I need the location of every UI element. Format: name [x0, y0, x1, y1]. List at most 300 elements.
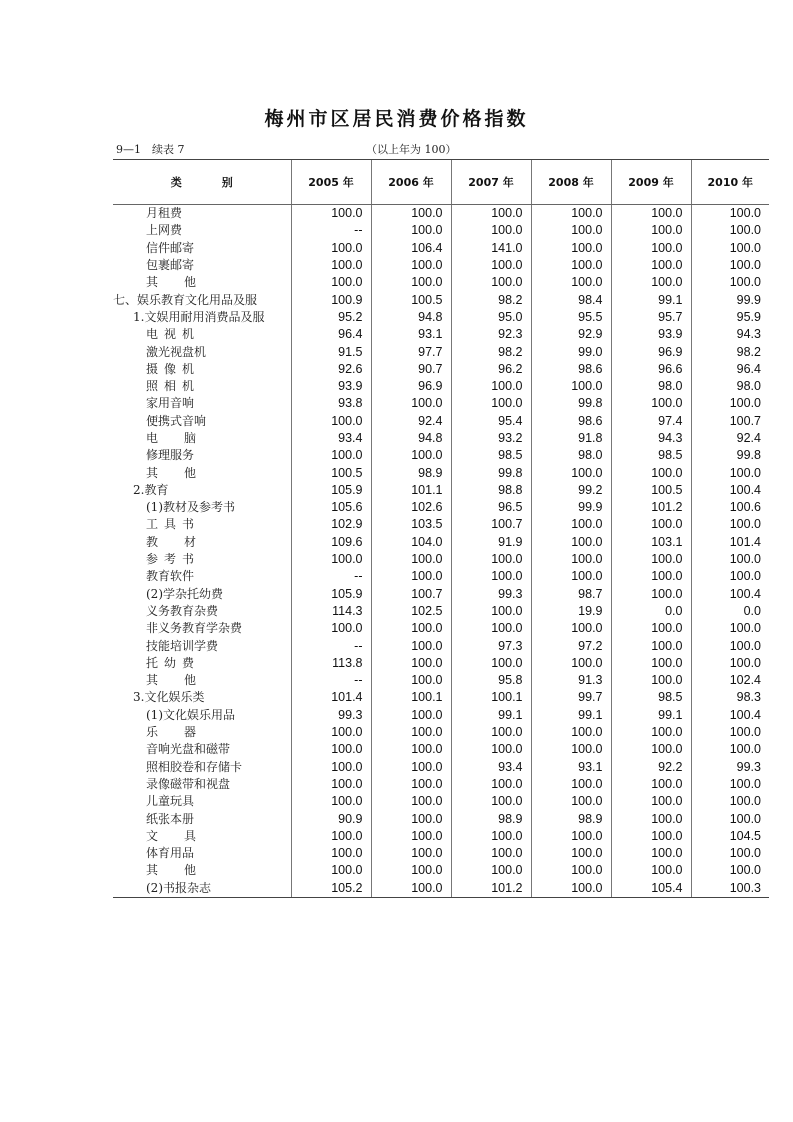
- cell-2007: 95.4: [451, 413, 531, 430]
- cell-2010: 100.0: [691, 862, 769, 879]
- cell-2007: 100.0: [451, 828, 531, 845]
- cell-2005: 114.3: [291, 603, 371, 620]
- row-category: [113, 637, 291, 654]
- cell-2006: 100.0: [371, 274, 451, 291]
- cell-2006: 100.0: [371, 880, 451, 898]
- cell-2009: 100.0: [611, 637, 691, 654]
- row-category: [113, 828, 291, 845]
- cell-2008: 100.0: [531, 793, 611, 810]
- header-category: [113, 160, 291, 205]
- cell-2007: 100.0: [451, 776, 531, 793]
- cell-2009: 100.0: [611, 862, 691, 879]
- cell-2010: 99.9: [691, 291, 769, 308]
- cell-2005: 109.6: [291, 534, 371, 551]
- cell-2005: 93.9: [291, 378, 371, 395]
- cell-2007: 95.8: [451, 672, 531, 689]
- row-category: [113, 291, 291, 308]
- table-row: [113, 378, 769, 395]
- cell-2009: 99.1: [611, 707, 691, 724]
- row-category: [113, 482, 291, 499]
- cell-2007: 100.0: [451, 655, 531, 672]
- cell-2006: 106.4: [371, 240, 451, 257]
- cell-2005: 100.0: [291, 620, 371, 637]
- cell-2008: 99.9: [531, 499, 611, 516]
- table-row: [113, 776, 769, 793]
- cell-2010: 100.4: [691, 586, 769, 603]
- cell-2006: 100.0: [371, 395, 451, 412]
- table-row: [113, 793, 769, 810]
- cell-2009: 100.0: [611, 464, 691, 481]
- row-category-label: 义务教育杂费: [146, 603, 219, 618]
- page-title: 梅州市区居民消费价格指数: [264, 108, 529, 130]
- table-row: [113, 291, 769, 308]
- table-row: [113, 464, 769, 481]
- row-category: [113, 309, 291, 326]
- table-row: [113, 413, 769, 430]
- cell-2005: --: [291, 568, 371, 585]
- row-category: [113, 672, 291, 689]
- cell-2008: 98.4: [531, 291, 611, 308]
- header-category-char-1: 类: [170, 176, 182, 189]
- cell-2008: 93.1: [531, 759, 611, 776]
- table-row: [113, 222, 769, 239]
- cell-2008: 100.0: [531, 741, 611, 758]
- cell-2005: 92.6: [291, 361, 371, 378]
- cell-2008: 100.0: [531, 655, 611, 672]
- cell-2008: 100.0: [531, 620, 611, 637]
- cell-2007: 141.0: [451, 240, 531, 257]
- cell-2010: 100.0: [691, 257, 769, 274]
- cell-2006: 90.7: [371, 361, 451, 378]
- cell-2007: 100.1: [451, 689, 531, 706]
- cell-2010: 101.4: [691, 534, 769, 551]
- cell-2006: 93.1: [371, 326, 451, 343]
- table-row: [113, 326, 769, 343]
- cell-2010: 100.0: [691, 205, 769, 223]
- cell-2007: 96.5: [451, 499, 531, 516]
- cell-2009: 100.0: [611, 776, 691, 793]
- cell-2010: 94.3: [691, 326, 769, 343]
- row-category-label: 1.文娱用耐用消费品及服: [133, 309, 265, 324]
- cell-2006: 100.1: [371, 689, 451, 706]
- cell-2009: 96.9: [611, 343, 691, 360]
- cell-2007: 100.0: [451, 793, 531, 810]
- cell-2005: 100.0: [291, 793, 371, 810]
- cell-2008: 100.0: [531, 828, 611, 845]
- table-row: [113, 447, 769, 464]
- row-category-label: 修理服务: [146, 448, 195, 463]
- cell-2008: 99.0: [531, 343, 611, 360]
- cell-2005: 99.3: [291, 707, 371, 724]
- row-category: [113, 343, 291, 360]
- cell-2008: 100.0: [531, 724, 611, 741]
- cell-2009: 100.0: [611, 586, 691, 603]
- cell-2007: 99.8: [451, 464, 531, 481]
- cell-2005: 105.6: [291, 499, 371, 516]
- cell-2005: --: [291, 222, 371, 239]
- cell-2010: 98.0: [691, 378, 769, 395]
- cell-2008: 100.0: [531, 568, 611, 585]
- row-category-label: (2)书报杂志: [146, 880, 211, 895]
- cell-2005: 113.8: [291, 655, 371, 672]
- cell-2008: 98.9: [531, 810, 611, 827]
- row-category-label: 乐器: [146, 725, 223, 740]
- cell-2009: 100.0: [611, 257, 691, 274]
- header-year-2006: 2006 年: [371, 160, 451, 205]
- cell-2005: 93.4: [291, 430, 371, 447]
- row-category-label: 录像磁带和视盘: [146, 776, 231, 791]
- cell-2009: 105.4: [611, 880, 691, 898]
- cell-2005: 96.4: [291, 326, 371, 343]
- table-row: [113, 257, 769, 274]
- row-category: [113, 568, 291, 585]
- cell-2007: 100.0: [451, 222, 531, 239]
- cell-2006: 100.0: [371, 724, 451, 741]
- cell-2010: 100.4: [691, 482, 769, 499]
- row-category: [113, 205, 291, 223]
- cell-2008: 99.1: [531, 707, 611, 724]
- cell-2007: 100.7: [451, 516, 531, 533]
- table-row: [113, 395, 769, 412]
- cell-2008: 100.0: [531, 516, 611, 533]
- cell-2009: 100.0: [611, 205, 691, 223]
- cell-2010: 92.4: [691, 430, 769, 447]
- cell-2009: 93.9: [611, 326, 691, 343]
- row-category-label: 音响光盘和磁带: [146, 742, 231, 757]
- row-category: [113, 326, 291, 343]
- row-category-label: 摄像机: [146, 361, 201, 376]
- cell-2005: 100.0: [291, 776, 371, 793]
- cell-2009: 100.0: [611, 672, 691, 689]
- table-row: [113, 551, 769, 568]
- cell-2006: 100.0: [371, 741, 451, 758]
- cell-2008: 91.8: [531, 430, 611, 447]
- row-category-label: 2.教育: [133, 482, 169, 497]
- cell-2007: 98.8: [451, 482, 531, 499]
- row-category-label: 月租费: [146, 206, 183, 221]
- row-category-label: 儿童玩具: [146, 794, 195, 809]
- cell-2010: 98.3: [691, 689, 769, 706]
- row-category-label: 便携式音响: [146, 413, 207, 428]
- table-row: [113, 309, 769, 326]
- cell-2007: 100.0: [451, 395, 531, 412]
- cell-2005: 100.0: [291, 741, 371, 758]
- cell-2009: 100.0: [611, 741, 691, 758]
- cell-2006: 102.6: [371, 499, 451, 516]
- cell-2005: 100.0: [291, 862, 371, 879]
- cell-2006: 100.0: [371, 222, 451, 239]
- row-category: [113, 620, 291, 637]
- cell-2007: 93.4: [451, 759, 531, 776]
- row-category-label: 文具: [146, 828, 223, 843]
- cell-2006: 100.0: [371, 793, 451, 810]
- cell-2007: 100.0: [451, 378, 531, 395]
- cell-2006: 100.0: [371, 551, 451, 568]
- cell-2008: 100.0: [531, 845, 611, 862]
- cell-2008: 19.9: [531, 603, 611, 620]
- row-category: [113, 776, 291, 793]
- header-year-2005: 2005 年: [291, 160, 371, 205]
- cell-2005: 105.9: [291, 586, 371, 603]
- cell-2010: 99.3: [691, 759, 769, 776]
- cell-2006: 97.7: [371, 343, 451, 360]
- cell-2009: 98.0: [611, 378, 691, 395]
- row-category: [113, 845, 291, 862]
- cell-2008: 100.0: [531, 257, 611, 274]
- table-row: [113, 828, 769, 845]
- cell-2008: 92.9: [531, 326, 611, 343]
- table-row: [113, 516, 769, 533]
- cell-2006: 101.1: [371, 482, 451, 499]
- cell-2008: 100.0: [531, 274, 611, 291]
- row-category: [113, 378, 291, 395]
- cell-2006: 100.0: [371, 862, 451, 879]
- row-category: [113, 240, 291, 257]
- cell-2006: 96.9: [371, 378, 451, 395]
- cell-2005: 100.0: [291, 205, 371, 223]
- cell-2010: 0.0: [691, 603, 769, 620]
- table-row: [113, 361, 769, 378]
- cell-2008: 100.0: [531, 378, 611, 395]
- table-row: [113, 880, 769, 898]
- cell-2007: 100.0: [451, 845, 531, 862]
- cell-2009: 100.0: [611, 793, 691, 810]
- cell-2005: 100.0: [291, 274, 371, 291]
- cell-2010: 100.0: [691, 464, 769, 481]
- cell-2009: 97.4: [611, 413, 691, 430]
- row-category: [113, 655, 291, 672]
- cell-2008: 98.0: [531, 447, 611, 464]
- table-row: [113, 689, 769, 706]
- cell-2010: 96.4: [691, 361, 769, 378]
- cell-2005: --: [291, 637, 371, 654]
- row-category: [113, 361, 291, 378]
- cell-2009: 100.0: [611, 395, 691, 412]
- row-category: [113, 464, 291, 481]
- row-category-label: 技能培训学费: [146, 638, 219, 653]
- cell-2005: 100.0: [291, 759, 371, 776]
- cell-2005: 95.2: [291, 309, 371, 326]
- cell-2006: 94.8: [371, 430, 451, 447]
- cell-2006: 104.0: [371, 534, 451, 551]
- cell-2010: 100.0: [691, 395, 769, 412]
- cell-2009: 98.5: [611, 689, 691, 706]
- table-row: [113, 430, 769, 447]
- table-row: [113, 482, 769, 499]
- cell-2007: 100.0: [451, 568, 531, 585]
- cell-2005: 100.9: [291, 291, 371, 308]
- cell-2009: 92.2: [611, 759, 691, 776]
- cell-2006: 100.5: [371, 291, 451, 308]
- table-row: [113, 707, 769, 724]
- cell-2007: 95.0: [451, 309, 531, 326]
- row-category-label: 七、娱乐教育文化用品及服: [113, 292, 258, 307]
- cell-2005: 100.0: [291, 551, 371, 568]
- cell-2006: 100.0: [371, 707, 451, 724]
- row-category-label: 电视机: [146, 327, 201, 342]
- cell-2010: 100.0: [691, 551, 769, 568]
- cell-2009: 100.0: [611, 810, 691, 827]
- cell-2008: 100.0: [531, 464, 611, 481]
- table-row: [113, 810, 769, 827]
- cell-2010: 100.0: [691, 516, 769, 533]
- cell-2007: 92.3: [451, 326, 531, 343]
- cell-2005: 91.5: [291, 343, 371, 360]
- cell-2009: 100.0: [611, 551, 691, 568]
- row-category: [113, 724, 291, 741]
- cell-2005: 100.0: [291, 447, 371, 464]
- cell-2009: 0.0: [611, 603, 691, 620]
- cell-2007: 100.0: [451, 862, 531, 879]
- cell-2010: 100.3: [691, 880, 769, 898]
- row-category-label: (1)文化娱乐用品: [146, 707, 235, 722]
- row-category: [113, 430, 291, 447]
- row-category: [113, 447, 291, 464]
- row-category: [113, 862, 291, 879]
- cell-2010: 100.0: [691, 793, 769, 810]
- table-row: [113, 862, 769, 879]
- table-row: [113, 724, 769, 741]
- cell-2005: 102.9: [291, 516, 371, 533]
- row-category: [113, 274, 291, 291]
- cell-2005: 101.4: [291, 689, 371, 706]
- cell-2010: 98.2: [691, 343, 769, 360]
- table-body: [113, 205, 769, 898]
- cell-2008: 100.0: [531, 776, 611, 793]
- cell-2007: 99.1: [451, 707, 531, 724]
- cell-2007: 100.0: [451, 603, 531, 620]
- row-category: [113, 707, 291, 724]
- cell-2006: 100.0: [371, 828, 451, 845]
- cell-2005: 105.2: [291, 880, 371, 898]
- cell-2008: 100.0: [531, 551, 611, 568]
- cell-2007: 93.2: [451, 430, 531, 447]
- cell-2008: 100.0: [531, 534, 611, 551]
- cell-2010: 100.0: [691, 620, 769, 637]
- cell-2005: 100.0: [291, 413, 371, 430]
- header-year-2010: 2010 年: [691, 160, 769, 205]
- row-category-label: 其他: [146, 673, 223, 688]
- row-category-label: 包裹邮寄: [146, 258, 195, 273]
- cell-2010: 100.0: [691, 655, 769, 672]
- cell-2008: 100.0: [531, 222, 611, 239]
- cell-2008: 99.2: [531, 482, 611, 499]
- cell-2007: 98.5: [451, 447, 531, 464]
- cell-2006: 94.8: [371, 309, 451, 326]
- cell-2009: 100.5: [611, 482, 691, 499]
- cell-2006: 100.0: [371, 205, 451, 223]
- cell-2010: 100.0: [691, 274, 769, 291]
- cell-2005: 100.0: [291, 845, 371, 862]
- cell-2006: 92.4: [371, 413, 451, 430]
- cell-2010: 104.5: [691, 828, 769, 845]
- row-category-label: (2)学杂托幼费: [146, 586, 223, 601]
- cell-2009: 100.0: [611, 845, 691, 862]
- cell-2005: 100.5: [291, 464, 371, 481]
- cell-2006: 100.0: [371, 637, 451, 654]
- cell-2008: 95.5: [531, 309, 611, 326]
- cell-2007: 100.0: [451, 257, 531, 274]
- cell-2008: 100.0: [531, 205, 611, 223]
- cell-2008: 97.2: [531, 637, 611, 654]
- row-category: [113, 810, 291, 827]
- cell-2006: 100.0: [371, 257, 451, 274]
- header-row: [113, 160, 769, 205]
- cell-2010: 100.4: [691, 707, 769, 724]
- cell-2008: 91.3: [531, 672, 611, 689]
- row-category-label: 教育软件: [146, 569, 195, 584]
- cell-2006: 100.0: [371, 655, 451, 672]
- cell-2010: 100.6: [691, 499, 769, 516]
- cell-2005: --: [291, 672, 371, 689]
- row-category: [113, 741, 291, 758]
- cell-2006: 102.5: [371, 603, 451, 620]
- cell-2007: 101.2: [451, 880, 531, 898]
- row-category: [113, 793, 291, 810]
- row-category-label: 其他: [146, 465, 223, 480]
- header-year-2007: 2007 年: [451, 160, 531, 205]
- table-row: [113, 759, 769, 776]
- cell-2010: 100.7: [691, 413, 769, 430]
- row-category: [113, 689, 291, 706]
- cell-2009: 100.0: [611, 274, 691, 291]
- cell-2009: 100.0: [611, 240, 691, 257]
- cell-2009: 103.1: [611, 534, 691, 551]
- row-category: [113, 551, 291, 568]
- table-row: [113, 274, 769, 291]
- row-category: [113, 586, 291, 603]
- cell-2007: 100.0: [451, 724, 531, 741]
- header-year-2009: 2009 年: [611, 160, 691, 205]
- cell-2006: 100.0: [371, 776, 451, 793]
- cell-2005: 93.8: [291, 395, 371, 412]
- cell-2009: 101.2: [611, 499, 691, 516]
- cell-2008: 100.0: [531, 862, 611, 879]
- row-category-label: 教材: [146, 534, 223, 549]
- row-category-label: 参考书: [146, 552, 201, 567]
- cell-2007: 99.3: [451, 586, 531, 603]
- cell-2007: 98.2: [451, 343, 531, 360]
- cell-2010: 100.0: [691, 240, 769, 257]
- cell-2009: 100.0: [611, 620, 691, 637]
- cell-2010: 95.9: [691, 309, 769, 326]
- cell-2009: 100.0: [611, 655, 691, 672]
- row-category-label: 其他: [146, 863, 223, 878]
- cell-2009: 96.6: [611, 361, 691, 378]
- table-row: [113, 499, 769, 516]
- cell-2006: 100.0: [371, 568, 451, 585]
- table-row: [113, 205, 769, 223]
- cell-2007: 100.0: [451, 551, 531, 568]
- cell-2009: 100.0: [611, 568, 691, 585]
- cell-2005: 100.0: [291, 828, 371, 845]
- table-row: [113, 343, 769, 360]
- cell-2010: 99.8: [691, 447, 769, 464]
- row-category-label: 非义务教育学杂费: [146, 621, 243, 636]
- cell-2005: 100.0: [291, 724, 371, 741]
- row-category: [113, 222, 291, 239]
- cell-2006: 98.9: [371, 464, 451, 481]
- cell-2008: 100.0: [531, 240, 611, 257]
- cell-2007: 100.0: [451, 274, 531, 291]
- cell-2007: 100.0: [451, 620, 531, 637]
- row-category-label: 体育用品: [146, 846, 195, 861]
- cell-2008: 99.7: [531, 689, 611, 706]
- cell-2005: 100.0: [291, 257, 371, 274]
- row-category-label: 上网费: [146, 223, 183, 238]
- table-row: [113, 586, 769, 603]
- cell-2005: 105.9: [291, 482, 371, 499]
